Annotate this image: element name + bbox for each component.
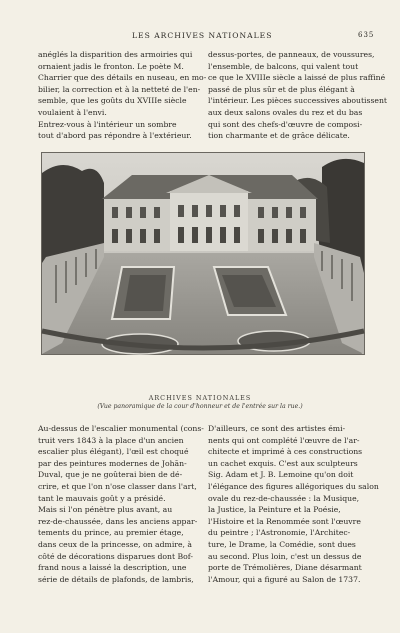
text-line: dans ceux de la princesse, on admire, à bbox=[38, 539, 192, 549]
text-line: tements du prince, au premier étage, bbox=[38, 528, 184, 538]
text-line: chitecte et imprimé à ces constructions bbox=[208, 447, 363, 457]
text-line: Sig. Adam et J. B. Lemoine qu'on doit bbox=[208, 470, 354, 480]
text-line: D'ailleurs, ce sont des artistes émi- bbox=[208, 424, 346, 433]
text-line: crire, et que l'on n'ose classer dans l'art, bbox=[38, 481, 197, 491]
text-line: semble, que les goûts du XVIIIe siècle bbox=[38, 96, 187, 106]
figure-caption: ARCHIVES NATIONALES bbox=[148, 394, 252, 402]
text-line: Mais si l'on pénètre plus avant, au bbox=[38, 505, 173, 515]
text-line: l'intérieur. Les pièces successives aboutissent bbox=[208, 96, 387, 106]
text-line: voulaient à l'envi. bbox=[38, 107, 107, 117]
text-line: au second. Plus loin, c'est un dessus de bbox=[208, 551, 362, 561]
text-line: truit vers 1843 à la place d'un ancien bbox=[38, 435, 184, 445]
text-line: l'ensemble, de balcons, qui valent tout bbox=[208, 61, 359, 71]
page-number: 635 bbox=[358, 31, 375, 39]
text-line: tion charmante et de grâce délicate. bbox=[208, 131, 350, 141]
text-line: porte de Trémolières, Diane désarmant bbox=[208, 563, 362, 573]
text-line: anéglés la disparition des armoiries qui bbox=[38, 50, 193, 59]
text-line: rez-de-chaussée, dans les anciens appar- bbox=[38, 516, 198, 526]
text-line: l'Histoire et la Renommée sont l'œuvre bbox=[208, 516, 361, 526]
text-line: Entrez-vous à l'intérieur un sombre bbox=[38, 119, 177, 129]
text-line: Duval, que je ne goûterai bien de dé- bbox=[38, 470, 183, 480]
text-line: la Justice, la Peinture et la Poésie, bbox=[208, 505, 341, 515]
text-line: Au-dessus de l'escalier monumental (cons- bbox=[38, 424, 204, 433]
text-line: côté de décorations disparues dont Bof- bbox=[38, 551, 193, 561]
figure-photograph bbox=[41, 152, 365, 355]
text-line: ornaient jadis le fronton. Le poète M. bbox=[38, 61, 184, 71]
running-head-title: LES ARCHIVES NATIONALES bbox=[132, 31, 273, 40]
text-line: un cachet exquis. C'est aux sculpteurs bbox=[208, 458, 358, 468]
text-line: passé de plus sûr et de plus élégant à bbox=[208, 84, 355, 94]
text-line: qui sont des chefs-d'œuvre de composi- bbox=[208, 119, 363, 129]
text-line: série de détails de plafonds, de lambris, bbox=[38, 574, 194, 584]
text-line: escalier plus élégant), l'œil est choqué bbox=[38, 447, 189, 457]
text-line: l'élégance des figures allégoriques du salon bbox=[208, 481, 379, 491]
text-line: du peintre ; l'Astronomie, l'Architec- bbox=[208, 528, 351, 538]
text-line: Charrier que des détails en nuseau, en mo- bbox=[38, 73, 207, 83]
text-line: ce que le XVIIIe siècle a laissé de plus raffiné bbox=[208, 73, 386, 83]
text-line: frand nous a laissé la description, une bbox=[38, 563, 187, 573]
text-line: aux deux salons ovales du rez et du bas bbox=[208, 107, 363, 117]
text-line: dessus-portes, de panneaux, de voussures, bbox=[208, 50, 375, 59]
text-line: ture, le Drame, la Comédie, sont dues bbox=[208, 539, 356, 549]
text-line: par des peintures modernes de Johān- bbox=[38, 458, 187, 468]
text-column-top-right bbox=[208, 49, 387, 142]
running-head bbox=[0, 31, 400, 43]
text-line: l'Amour, qui a figuré au Salon de 1737. bbox=[208, 574, 361, 584]
text-line: tout d'abord pas répondre à l'extérieur. bbox=[38, 131, 192, 141]
figure-subcaption: (Vue panoramique de la cour d'honneur et de l'entrée sur la rue.) bbox=[97, 403, 303, 410]
text-line: tant le mauvais goût y a présidé. bbox=[38, 493, 166, 503]
text-column-bottom-left bbox=[38, 423, 204, 585]
text-line: bilier, la correction et à la netteté de l'en- bbox=[38, 84, 201, 94]
text-line: nents qui ont complété l'œuvre de l'ar- bbox=[208, 435, 360, 445]
text-line: ovale du rez-de-chaussée : la Musique, bbox=[208, 493, 360, 503]
text-column-top-left bbox=[38, 49, 207, 142]
text-column-bottom-right bbox=[208, 423, 379, 585]
